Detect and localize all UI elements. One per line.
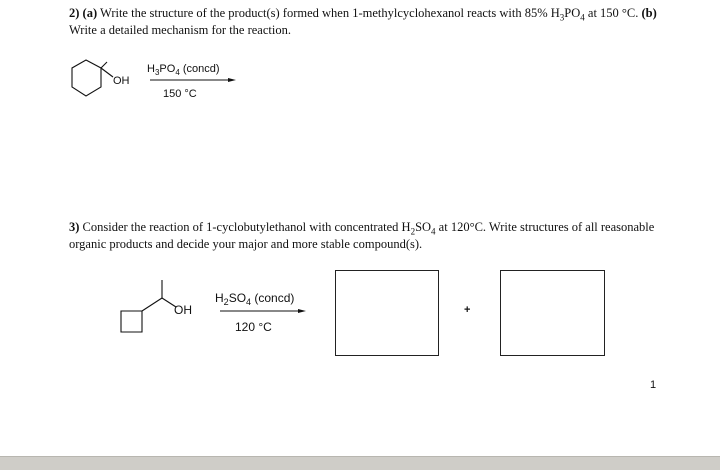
cyclobutylethanol-structure xyxy=(121,280,176,332)
cyclobutane-ring xyxy=(121,311,142,332)
question-2-sub-4: 4 xyxy=(580,12,585,23)
q3-oh-label: OH xyxy=(174,303,192,317)
ring-carbinol-bond xyxy=(142,298,162,311)
question-2-part-b-text: Write a detailed mechanism for the reaction. xyxy=(69,23,291,37)
question-2-part-a-text-3: at 150 °C. xyxy=(587,6,639,20)
question-3-sub-2: 2 xyxy=(410,226,416,237)
page-number: 1 xyxy=(650,379,657,391)
answer-box-product-2[interactable] xyxy=(500,270,605,356)
oh-bond xyxy=(101,68,113,77)
question-3-sub-4: 4 xyxy=(431,226,436,237)
q2-condition-label: 150 °C xyxy=(163,88,197,100)
plus-sign: + xyxy=(464,304,471,316)
answer-box-product-1[interactable] xyxy=(335,270,439,356)
methylcyclohexanol-structure xyxy=(72,60,113,96)
question-2-part-b-label: (b) xyxy=(641,6,657,20)
footer-bar xyxy=(0,456,720,470)
question-2-part-a-text-2: PO xyxy=(564,6,581,20)
question-3-text-1: Consider the reaction of 1-cyclobutylethanol with concentrated H xyxy=(82,220,411,234)
question-3-text-3: at 120°C. Write structures of all reasonable organic products and decide your major and more stable compound(s). xyxy=(69,220,655,251)
question-2-part-a-text-1: Write the structure of the product(s) formed when 1-methylcyclohexanol reacts with 85% H xyxy=(100,6,560,20)
question-3-number: 3) xyxy=(69,220,80,234)
q2-oh-label: OH xyxy=(113,75,130,87)
q3-arrow-head xyxy=(298,309,306,313)
question-2-sub-3: 3 xyxy=(559,12,565,23)
methyl-bond xyxy=(101,62,107,68)
question-3-text-2: SO xyxy=(415,220,432,234)
question-2-part-a-label: (a) xyxy=(82,6,98,20)
cyclohexane-ring xyxy=(72,60,101,96)
q2-reagent-label: $H_3PO_4$ (concd) xyxy=(147,63,220,77)
question-2-number: 2) xyxy=(69,6,80,20)
q2-arrow-head xyxy=(228,78,236,82)
q3-condition-label: 120 °C xyxy=(235,320,272,334)
q3-reagent-label: $H_2SO_4$ (concd) xyxy=(215,291,295,307)
